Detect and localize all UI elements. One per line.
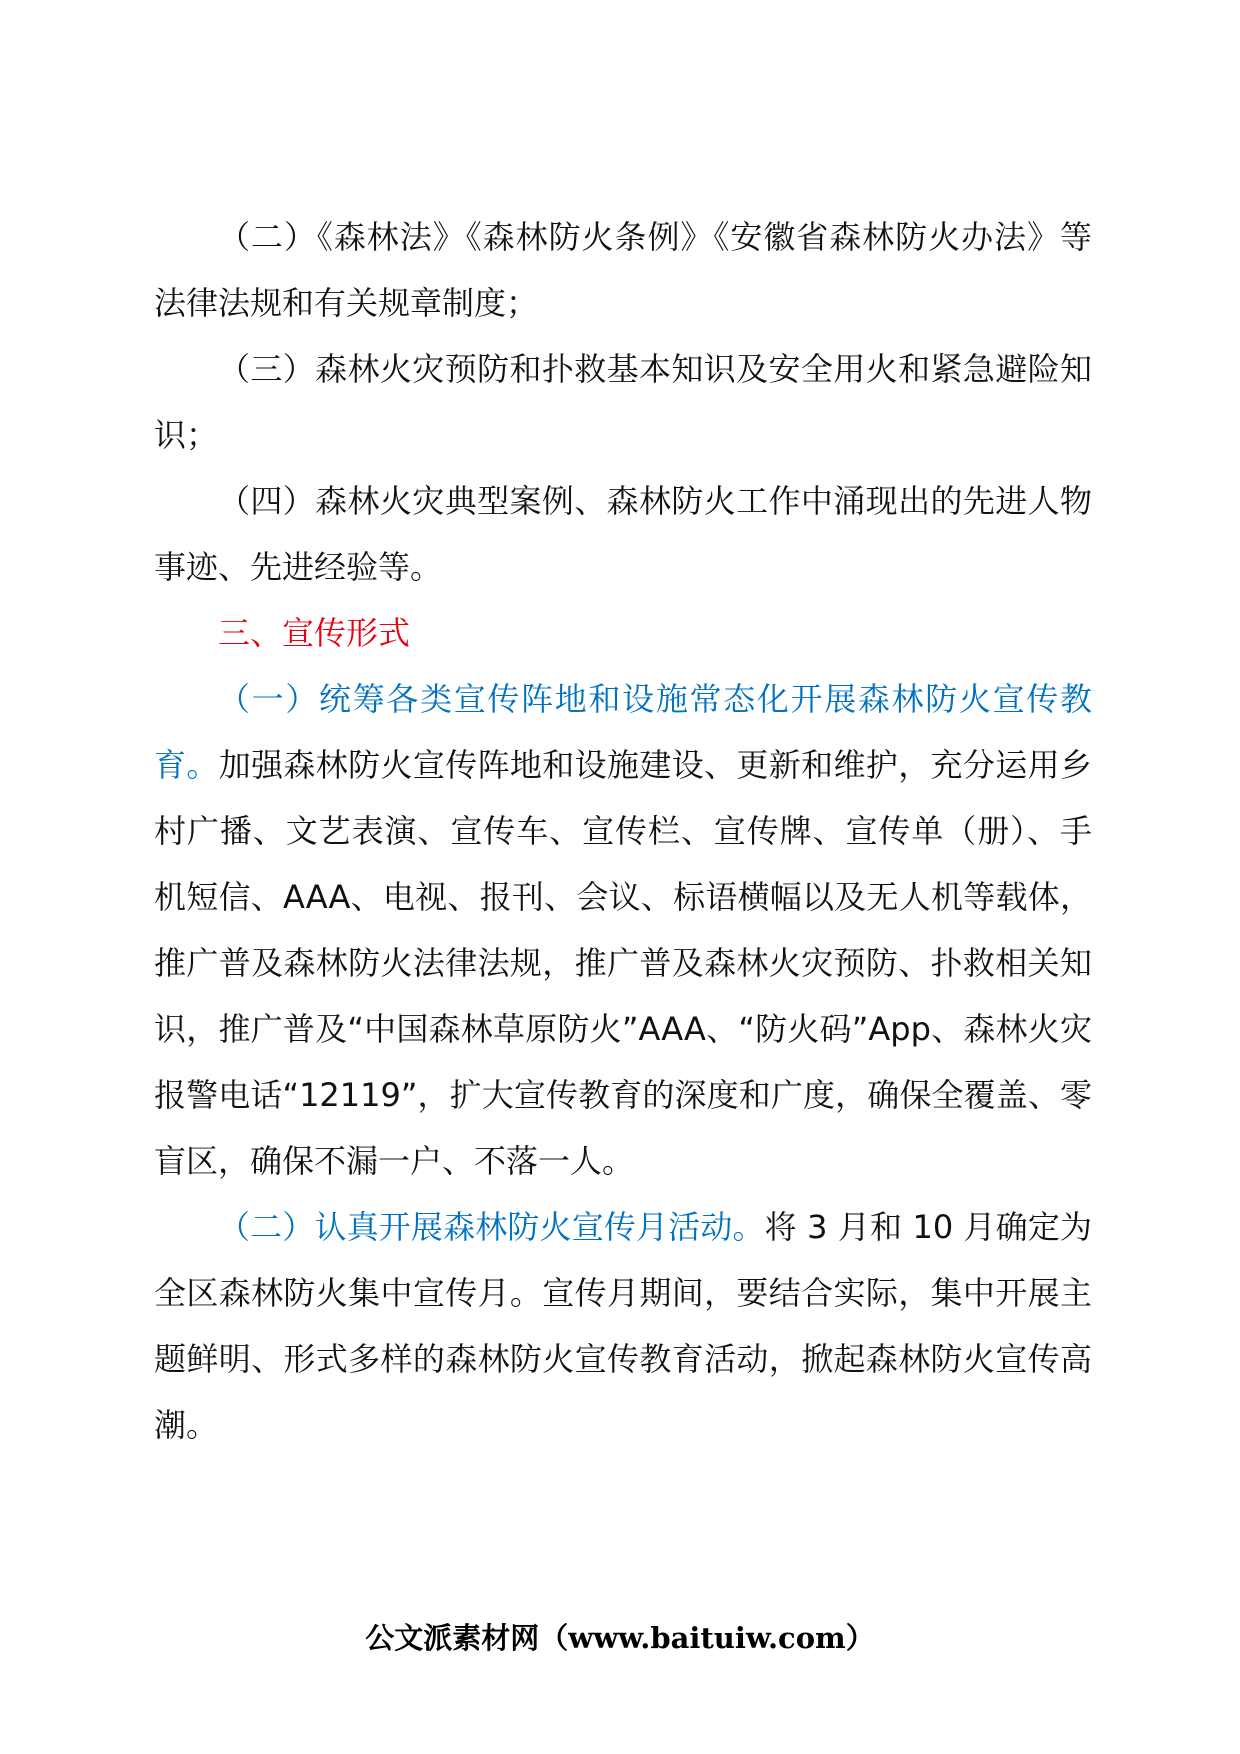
document-body: [154, 204, 1092, 1458]
footer-watermark: 公文派素材网（www.baituiw.com）: [365, 1621, 875, 1655]
item-1-body: 加强森林防火宣传阵地和设施建设、更新和维护，充分运用乡村广播、文艺表演、宣传车、宣传栏、宣传牌、宣传单（册）、手机短信、AAA、电视、报刊、会议、标语横幅以及无人机等载体，推广普及森林防火法律法规，推广普及森林火灾预防、扑救相关知识，推广普及“中国森林草原防火”AAA、“防火码”App、森林火灾报警电话“12119”，扩大宣传教育的深度和广度，确保全覆盖、零盲区，确保不漏一户、不落一人。: [154, 746, 1092, 1180]
item-2-title: （二）认真开展森林防火宣传月活动。: [218, 1208, 765, 1246]
paragraph-knowledge: （三）森林火灾预防和扑救基本知识及安全用火和紧急避险知识；: [154, 350, 1092, 454]
paragraph-laws: （二）《森林法》《森林防火条例》《安徽省森林防火办法》等法律法规和有关规章制度；: [154, 218, 1092, 322]
item-1-title: （一）统筹各类宣传阵地和设施常态化开展森林防火宣传教育。: [154, 680, 1092, 784]
section-heading-publicity-forms: 三、宣传形式: [218, 614, 411, 652]
paragraph-item-1: [154, 666, 1092, 1194]
paragraph-cases: （四）森林火灾典型案例、森林防火工作中涌现出的先进人物事迹、先进经验等。: [154, 482, 1092, 586]
paragraph-item-2: [154, 1194, 1092, 1458]
item-2-body: 将 3 月和 10 月确定为全区森林防火集中宣传月。宣传月期间，要结合实际，集中开展主题鲜明、形式多样的森林防火宣传教育活动，掀起森林防火宣传高潮。: [154, 1208, 1092, 1444]
